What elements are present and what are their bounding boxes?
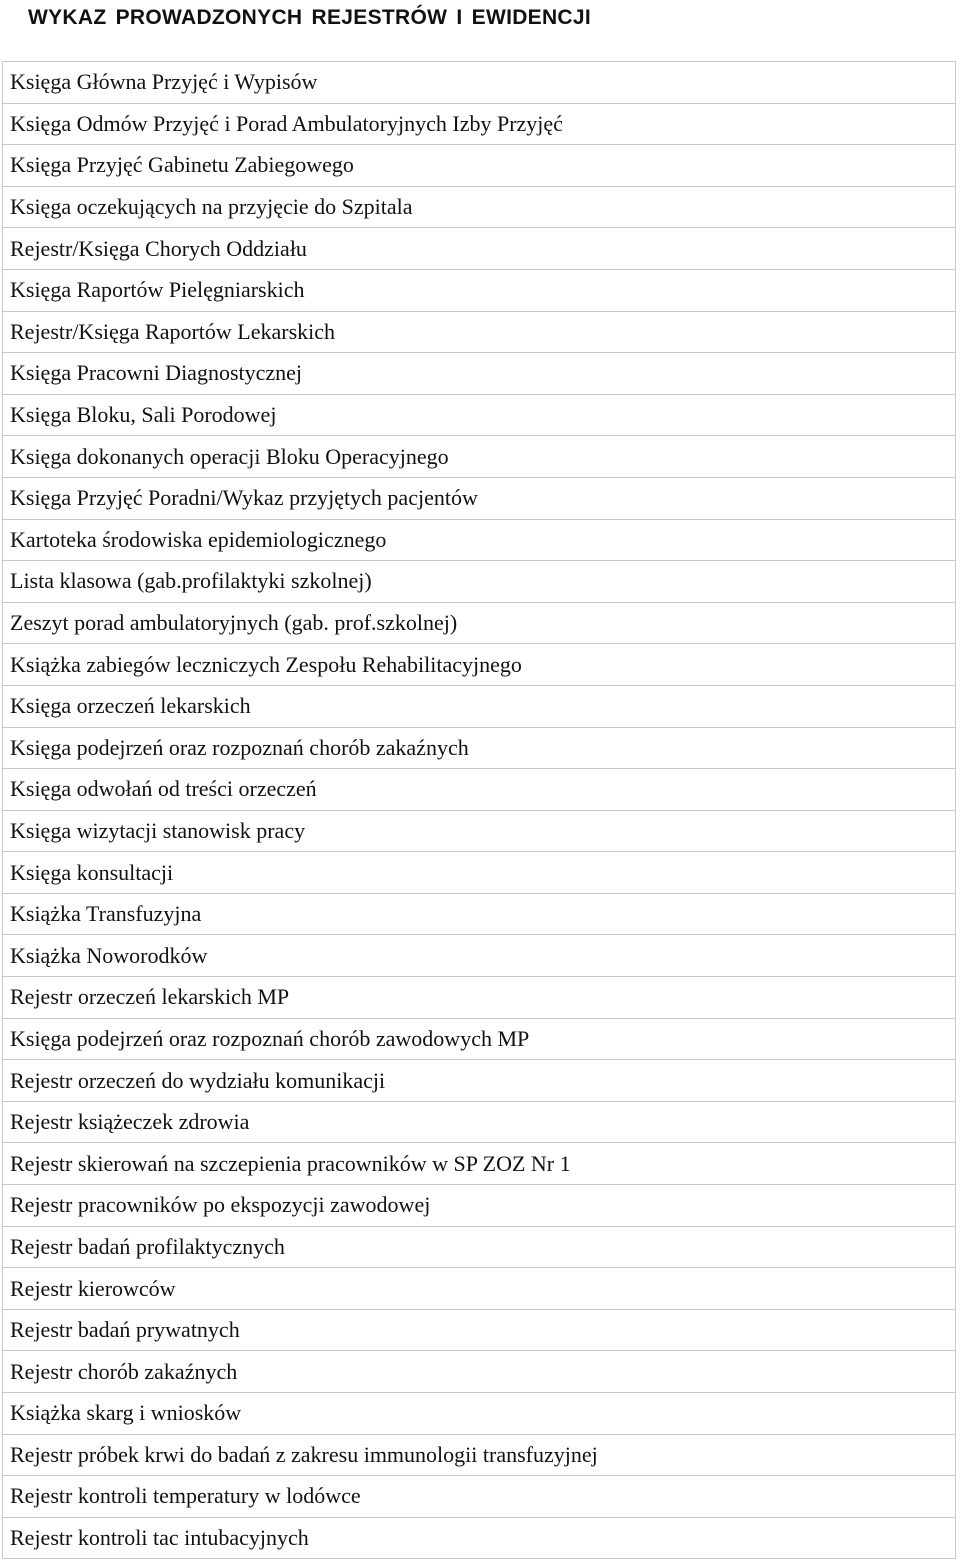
register-item-label: Rejestr/Księga Raportów Lekarskich — [3, 311, 956, 353]
table-row — [3, 644, 956, 686]
table-row — [3, 311, 956, 353]
register-item-label: Rejestr kierowców — [3, 1268, 956, 1310]
table-row — [3, 769, 956, 811]
register-item-label: Książka zabiegów leczniczych Zespołu Rehabilitacyjnego — [3, 644, 956, 686]
table-row — [3, 145, 956, 187]
register-item-label: Rejestr chorób zakaźnych — [3, 1351, 956, 1393]
register-item-label: Rejestr orzeczeń do wydziału komunikacji — [3, 1060, 956, 1102]
register-item-label: Księga odwołań od treści orzeczeń — [3, 769, 956, 811]
table-row — [3, 1517, 956, 1559]
table-row — [3, 1268, 956, 1310]
table-row — [3, 977, 956, 1019]
table-row — [3, 436, 956, 478]
table-row — [3, 228, 956, 270]
register-item-label: Księga Odmów Przyjęć i Porad Ambulatoryjnych Izby Przyjęć — [3, 103, 956, 145]
table-row — [3, 935, 956, 977]
table-row — [3, 1101, 956, 1143]
register-item-label: Zeszyt porad ambulatoryjnych (gab. prof.szkolnej) — [3, 602, 956, 644]
register-item-label: Księga Przyjęć Gabinetu Zabiegowego — [3, 145, 956, 187]
register-item-label: Rejestr skierowań na szczepienia pracowników w SP ZOZ Nr 1 — [3, 1143, 956, 1185]
register-item-label: Rejestr pracowników po ekspozycji zawodowej — [3, 1185, 956, 1227]
register-item-label: Książka Transfuzyjna — [3, 893, 956, 935]
register-item-label: Księga podejrzeń oraz rozpoznań chorób zakaźnych — [3, 727, 956, 769]
table-row — [3, 1226, 956, 1268]
register-item-label: Księga dokonanych operacji Bloku Operacyjnego — [3, 436, 956, 478]
table-row — [3, 1018, 956, 1060]
table-row — [3, 1143, 956, 1185]
register-item-label: Kartoteka środowiska epidemiologicznego — [3, 519, 956, 561]
table-row — [3, 519, 956, 561]
register-item-label: Rejestr próbek krwi do badań z zakresu immunologii transfuzyjnej — [3, 1434, 956, 1476]
table-row — [3, 727, 956, 769]
table-row — [3, 852, 956, 894]
table-row — [3, 893, 956, 935]
register-item-label: Lista klasowa (gab.profilaktyki szkolnej) — [3, 561, 956, 603]
table-row — [3, 103, 956, 145]
register-item-label: Rejestr badań profilaktycznych — [3, 1226, 956, 1268]
table-row — [3, 1309, 956, 1351]
table-row — [3, 186, 956, 228]
table-row — [3, 477, 956, 519]
register-item-label: Rejestr/Księga Chorych Oddziału — [3, 228, 956, 270]
register-item-label: Księga Główna Przyjęć i Wypisów — [3, 62, 956, 104]
register-table — [2, 61, 956, 1559]
table-row — [3, 685, 956, 727]
table-row — [3, 353, 956, 395]
table-row — [3, 1434, 956, 1476]
table-row — [3, 602, 956, 644]
table-row — [3, 561, 956, 603]
register-item-label: Księga podejrzeń oraz rozpoznań chorób zawodowych MP — [3, 1018, 956, 1060]
table-row — [3, 394, 956, 436]
table-row — [3, 1393, 956, 1435]
table-row — [3, 1060, 956, 1102]
table-row — [3, 1185, 956, 1227]
page-title: WYKAZ PROWADZONYCH REJESTRÓW I EWIDENCJI — [28, 6, 592, 29]
register-item-label: Książka skarg i wniosków — [3, 1393, 956, 1435]
register-item-label: Księga Bloku, Sali Porodowej — [3, 394, 956, 436]
register-item-label: Księga Pracowni Diagnostycznej — [3, 353, 956, 395]
register-item-label: Rejestr badań prywatnych — [3, 1309, 956, 1351]
register-list — [3, 62, 956, 1559]
table-row — [3, 1476, 956, 1518]
register-item-label: Księga Raportów Pielęgniarskich — [3, 269, 956, 311]
table-row — [3, 269, 956, 311]
register-item-label: Księga Przyjęć Poradni/Wykaz przyjętych pacjentów — [3, 477, 956, 519]
register-item-label: Rejestr orzeczeń lekarskich MP — [3, 977, 956, 1019]
register-item-label: Księga orzeczeń lekarskich — [3, 685, 956, 727]
table-row — [3, 1351, 956, 1393]
register-item-label: Rejestr kontroli tac intubacyjnych — [3, 1517, 956, 1559]
table-row — [3, 810, 956, 852]
table-row — [3, 62, 956, 104]
register-item-label: Księga wizytacji stanowisk pracy — [3, 810, 956, 852]
register-item-label: Rejestr kontroli temperatury w lodówce — [3, 1476, 956, 1518]
register-item-label: Księga konsultacji — [3, 852, 956, 894]
register-item-label: Rejestr książeczek zdrowia — [3, 1101, 956, 1143]
register-item-label: Księga oczekujących na przyjęcie do Szpitala — [3, 186, 956, 228]
register-item-label: Książka Noworodków — [3, 935, 956, 977]
